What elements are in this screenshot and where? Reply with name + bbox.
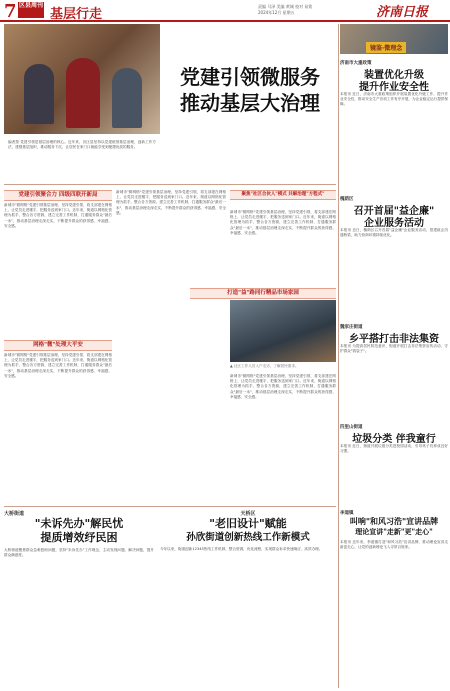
brief-dept: 济南市大重政策 [340, 61, 372, 66]
lead-body-col3: 新城市"微网格"党建引领基层治理，坚持党建引领，将支部建在网格上，让党员走进楼宇，把服务送到家门口。近年来，街道以网格化管理为抓手，整合各方资源，建立完善工作机制，打通服务群众"最后一米"，推动基层治理走深走实，不断提升群众的获得感、幸福感、安全感。 [230, 210, 336, 235]
lead-body-col1b: 新城市"微网格"党建引领基层治理，坚持党建引领，将支部建在网格上，让党员走进楼宇，把服务送到家门口。近年来，街道以网格化管理为抓手，整合各方资源，建立完善工作机制，打通服务群众"最后一米"，推动基层治理走深走实，不断提升群众的获得感、幸福感、安全感。 [4, 353, 112, 378]
section-title: 基层行走 [50, 7, 103, 22]
lead-body-col1: 新城市"微网格"党建引领基层治理，坚持党建引领，将支部建在网格上，让党员走进楼宇，把服务送到家门口。近年来，街道以网格化管理为抓手，整合各方资源，建立完善工作机制，打通服务群众"最后一米"，推动基层治理走深走实，不断提升群众的获得感、幸福感、安全感。 [4, 203, 112, 228]
lead-title-line1: 党建引领微服务 [180, 65, 320, 89]
lead-title-block [164, 40, 336, 130]
section-tag: 区县周刊 [18, 2, 44, 18]
article-title-line2: 提质增效纾民困 [40, 531, 118, 544]
brief-title: 乡平搭打击非法集资 [349, 334, 439, 345]
brief-dept: 四里山街道 [340, 425, 363, 430]
brief-body: 本报讯 为提高居民防范意识，街道开展打击非法集资宣传活动，守护群众"钱袋子"。 [340, 344, 448, 354]
brief-body: 本报讯 近日，济南市大重政策组织开展装置优化升级工作，提升作业安全性，推动安全生产各项工作有序开展，为企业稳定运行提供保障。 [340, 92, 448, 107]
bottom-left-article [4, 510, 154, 688]
brief-title: 企业服务活动 [364, 218, 424, 229]
photo-people [24, 64, 54, 124]
lead-photo [4, 24, 160, 134]
article-title-line1: "未诉先办"解民忧 [34, 517, 124, 530]
article-dept: 天桥区 [240, 511, 256, 517]
bottom-mid-article [160, 510, 336, 688]
section-heading-1: 党建引领聚合力 四级四联开新局 [4, 190, 112, 201]
brief-dept: 魏家庄街道 [340, 325, 363, 330]
column-rule [338, 24, 339, 688]
date-line: 2024年12月 星期五 [258, 10, 295, 15]
article-dept: 大桥街道 [4, 511, 25, 517]
inline-photo [230, 300, 336, 362]
right-column-tag: 镜鉴·微理念 [366, 42, 406, 53]
page-number: 7 [4, 1, 17, 22]
article-title-line2: 孙欣街道创新热线工作新模式 [186, 532, 310, 543]
brief-title: 垃圾分类 伴我童行 [352, 434, 436, 445]
divider [4, 184, 336, 185]
lead-title-line2: 推动基层大治理 [180, 91, 320, 115]
masthead [0, 0, 450, 22]
brief-title: 提升作业安全性 [359, 82, 429, 93]
brief-title: 理论宣讲"走新"更"走心" [355, 527, 433, 536]
lead-body-col2: 新城市"微网格"党建引领基层治理，坚持党建引领，将支部建在网格上，让党员走进楼宇，把服务送到家门口。近年来，街道以网格化管理为抓手，整合各方资源，建立完善工作机制，打通服务群众"最后一米"，推动基层治理走深走实，不断提升群众的获得感、幸福感、安全感。 [116, 190, 226, 215]
masthead-info [258, 4, 312, 16]
section-heading-4: 打造"益"路同行精品市场家园 [190, 288, 336, 299]
brief-title: 叫响"和风习浩"宣讲品牌 [349, 516, 439, 526]
divider [4, 506, 336, 507]
brief-dept: 槐荫区 [340, 197, 354, 202]
article-title-line1: "老旧设计"赋能 [209, 517, 287, 530]
photo-people [112, 68, 142, 128]
photo-caption: ▲ 社区工作人员入户走访，了解居民需求。 [230, 364, 299, 368]
section-heading-3: 聚焦"社区合伙人"模式 共解治理"方程式" [230, 190, 336, 200]
lead-body-col3b: 新城市"微网格"党建引领基层治理，坚持党建引领，将支部建在网格上，让党员走进楼宇，把服务送到家门口。近年来，街道以网格化管理为抓手，整合各方资源，建立完善工作机制，打通服务群众"最后一米"，推动基层治理走深走实，不断提升群众的获得感、幸福感、安全感。 [230, 374, 336, 399]
editor-note: 编者按 党建引领是基层治理的核心。近年来，各区县坚持以党建统领基层治理，创新工作方法，建强基层组织，推动服务下沉，让居民在家门口就能享受到便捷优质的服务。 [8, 140, 156, 150]
brief-body: 本报讯 近年来，李道镇打造"和风习浩"宣讲品牌，推动理论宣讲走新更走心，让党的创新理论飞入寻常百姓家。 [340, 540, 448, 550]
brief-title: 召开首届"益企廉" [353, 206, 435, 217]
article-body: 大桥街道聚焦群众急难愁盼问题，坚持"未诉先办"工作理念，主动发现问题、解决问题，提升群众满意度。 [4, 548, 154, 558]
brief-title: 装置优化升级 [364, 70, 424, 81]
brief-body: 本报讯 近日，街道开展垃圾分类进校园活动，引导孩子们养成良好习惯。 [340, 444, 448, 454]
article-body: 今年以来，街道创新12345热线工作机制，整合资源，优化流程，实现群众诉求快速响应、高效办理。 [160, 547, 323, 551]
editor-line: 责编 马泽 美编 黄城 校对 易铭 [258, 4, 313, 9]
brief-body: 本报讯 近日，槐荫区召开首届"益企廉"企业服务活动，搭建政企沟通桥梁，助力营商环境持续优化。 [340, 228, 448, 238]
brief-dept: 李道镇 [340, 511, 354, 516]
section-heading-2: 网格"微"处理大平安 [4, 340, 112, 351]
photo-people [66, 58, 100, 128]
paper-logo: 济南日报 [376, 5, 429, 20]
